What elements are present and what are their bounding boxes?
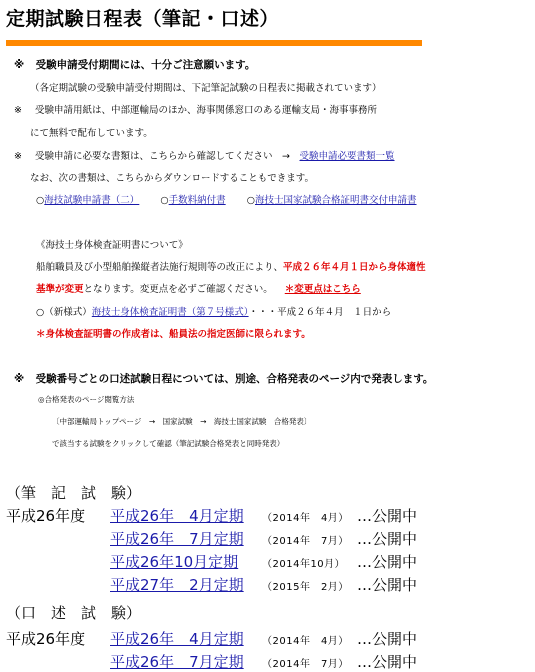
download-link-application[interactable]: 海技試験申請書（二） <box>44 195 140 206</box>
docs-mark: ※ <box>14 151 22 162</box>
oral-note: で該当する試験をクリックして確認（筆記試験合格発表と同時発表） <box>52 439 285 448</box>
medical-line4: ＊身体検査証明書の作成者は、船員法の指定医師に限られます。 <box>36 329 311 340</box>
oral-exam-header: （口 述 試 験） <box>6 604 142 622</box>
medical-heading: 《海技士身体検査証明書について》 <box>36 240 188 251</box>
download-link-fee[interactable]: 手数料納付書 <box>168 195 226 206</box>
download-bullet: ○ <box>246 195 255 206</box>
forms-line2: にて無料で配布しています。 <box>30 128 153 139</box>
forms-mark: ※ <box>14 105 22 116</box>
medical-line2-red: 基準が変更 <box>36 284 84 295</box>
written-year: 平成26年度 <box>6 507 86 525</box>
oral-exam-status: …公開中 <box>357 653 418 671</box>
written-row <box>110 574 244 595</box>
oral-exam-status: …公開中 <box>357 630 418 648</box>
written-exam-link[interactable]: 平成26年10月定期 <box>110 553 239 571</box>
oral-exam-row <box>110 628 244 649</box>
written-exam-link[interactable]: 平成26年 4月定期 <box>110 507 244 525</box>
download-bullet: ○ <box>160 195 169 206</box>
oral-path: 〔中部運輸局トップページ → 国家試験 → 海技士国家試験 合格発表〕 <box>52 417 312 426</box>
written-date: （2014年 7月） <box>262 536 349 547</box>
oral-exam-date: （2014年 4月） <box>262 636 349 647</box>
written-row <box>110 551 238 572</box>
oral-exam-link[interactable]: 平成26年 7月定期 <box>110 653 244 671</box>
oral-headline: 受験番号ごとの口述試験日程については、別途、合格発表のページ内で発表します。 <box>35 373 434 385</box>
required-docs-link[interactable]: 受験申請必要書類一覧 <box>299 151 395 162</box>
medical-line3-prefix: ○（新様式） <box>36 307 92 318</box>
docs-line2: なお、次の書類は、こちらからダウンロードすることもできます。 <box>30 173 314 184</box>
medical-line1 <box>36 259 426 273</box>
medical-line2 <box>36 281 361 295</box>
written-date: （2014年 4月） <box>262 513 349 524</box>
written-date: （2015年 2月） <box>262 582 349 593</box>
docs-line1-row <box>14 148 395 162</box>
written-status: …公開中 <box>357 507 418 525</box>
download-links-row <box>36 192 417 206</box>
oral-exam-year: 平成26年度 <box>6 630 86 648</box>
oral-mark: ※ <box>14 373 25 385</box>
written-status: …公開中 <box>357 553 418 571</box>
notice-headline: 受験申請受付期間には、十分ご注意願います。 <box>35 59 256 71</box>
download-link-certificate[interactable]: 海技士国家試験合格証明書交付申請書 <box>254 195 417 206</box>
written-header: （筆 記 試 験） <box>6 484 142 502</box>
medical-line1-red: 平成２６年４月１日から身体適性 <box>283 262 426 273</box>
notice-sub: （各定期試験の受験申請受付期間は、下記筆記試験の日程表に掲載されています） <box>30 83 382 94</box>
notice-headline-row <box>14 57 255 72</box>
oral-exam-date: （2014年 7月） <box>262 659 349 670</box>
forms-line1-row <box>14 102 377 116</box>
written-exam-link[interactable]: 平成26年 7月定期 <box>110 530 244 548</box>
medical-line2-text: となります。変更点を必ずご確認ください。 <box>83 284 273 295</box>
forms-line1: 受験申請用紙は、中部運輸局のほか、海事関係窓口のある運輸支局・海事事務所 <box>35 105 378 116</box>
medical-line3 <box>36 304 391 318</box>
medical-certificate-link[interactable]: 海技士身体検査証明書（第７号様式） <box>91 307 249 318</box>
docs-line1-text: 受験申請に必要な書類は、こちらから確認してください → <box>35 151 300 162</box>
medical-line1-text: 船舶職員及び小型船舶操縦者法施行規則等の改正により、 <box>36 262 284 273</box>
page-title: 定期試験日程表（筆記・口述） <box>6 8 280 30</box>
oral-headline-row <box>14 371 433 386</box>
written-status: …公開中 <box>357 530 418 548</box>
notice-mark: ※ <box>14 59 25 71</box>
oral-exam-row <box>110 651 244 672</box>
written-exam-link[interactable]: 平成27年 2月定期 <box>110 576 244 594</box>
oral-how-title: ◎合格発表のページ閲覧方法 <box>38 395 135 404</box>
written-date: （2014年10月） <box>262 559 346 570</box>
written-status: …公開中 <box>357 576 418 594</box>
download-bullet: ○ <box>36 195 45 206</box>
written-row <box>110 505 244 526</box>
changes-link[interactable]: ＊変更点はこちら <box>284 284 361 295</box>
medical-line3-suffix: ・・・平成２６年４月 １日から <box>248 307 392 318</box>
oral-exam-link[interactable]: 平成26年 4月定期 <box>110 630 244 648</box>
title-underline <box>6 40 422 46</box>
written-row <box>110 528 244 549</box>
